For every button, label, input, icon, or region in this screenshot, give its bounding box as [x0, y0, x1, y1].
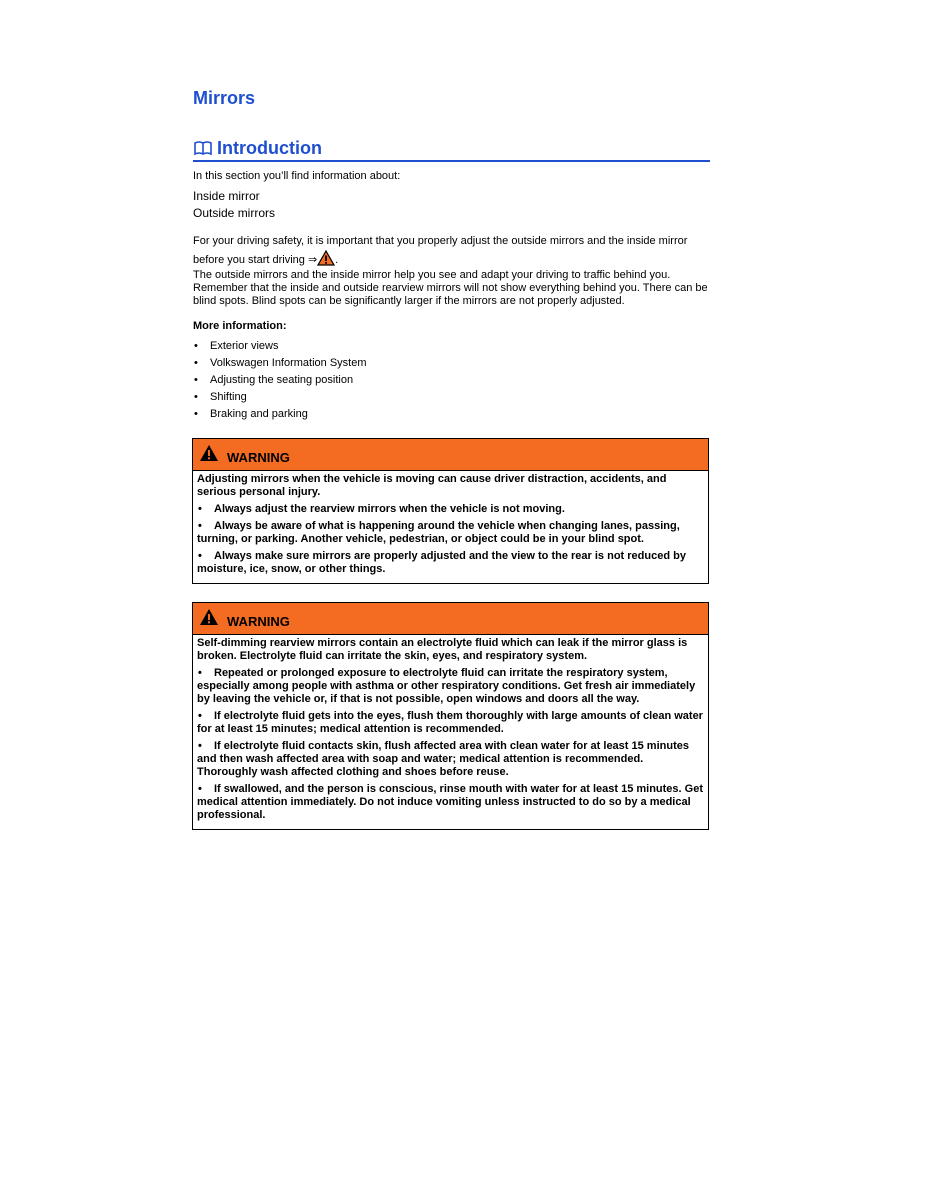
warning-header — [193, 603, 708, 635]
warning-bullet — [197, 783, 704, 822]
warning-bullet-text: If electrolyte fluid contacts skin, flush affected area with clean water for at least 15 minutes and then wash affected area with soap and water; medical attention is recommended. Thoroughly wash affected clothing and shoes before reuse. — [197, 740, 689, 778]
warning-label: WARNING — [227, 450, 290, 465]
warning-bullet — [197, 667, 704, 706]
topic-inside-mirror[interactable]: Inside mirror — [193, 189, 260, 203]
warning-bullet — [197, 503, 704, 516]
warning-bullet-text: Always adjust the rearview mirrors when the vehicle is not moving. — [214, 503, 565, 515]
warning-body — [193, 471, 708, 583]
warning-icon[interactable] — [317, 250, 335, 266]
topic-outside-mirrors[interactable]: Outside mirrors — [193, 206, 276, 220]
warning-lead: Self-dimming rearview mirrors contain an electrolyte fluid which can leak if the mirror glass is broken. Electrolyte fluid can irritate the skin, eyes, and respiratory system. — [197, 637, 688, 662]
warning-box-electrolyte — [192, 602, 709, 830]
safety-paragraph — [193, 232, 713, 269]
warning-bullet — [197, 520, 704, 546]
link-braking-parking[interactable]: • Braking and parking — [193, 407, 367, 424]
warning-bullet — [197, 740, 704, 779]
warning-header — [193, 439, 708, 471]
page-title: Mirrors — [193, 88, 256, 108]
warning-triangle-icon — [199, 608, 219, 626]
warning-body — [193, 635, 708, 829]
more-info-heading: More information: — [193, 320, 287, 332]
warning-bullet-text: Always make sure mirrors are properly adjusted and the view to the rear is not reduced by moisture, ice, snow, or other things. — [197, 550, 686, 575]
book-icon — [193, 139, 213, 157]
warning-bullet-text: Always be aware of what is happening around the vehicle when changing lanes, passing, turning, or parking. Another vehicle, pedestrian, or object could be in your blind spot. — [197, 520, 680, 545]
warning-lead: Adjusting mirrors when the vehicle is moving can cause driver distraction, accidents, and serious personal injury. — [197, 473, 667, 498]
blind-spot-paragraph: The outside mirrors and the inside mirror help you see and adapt your driving to traffic behind you. Remember that the inside and outside rearview mirrors will not show everything behind you. There can be blind spots. Blind spots can be significantly larger if the mirrors are not properly adjusted. — [193, 269, 708, 307]
intro-text: In this section you’ll find information about: — [193, 170, 401, 182]
warning-bullet-text: Repeated or prolonged exposure to electrolyte fluid can irritate the respiratory system, especially among people with asthma or other respiratory conditions. Get fresh air immediately by leaving the vehicle or, if that is not possible, open windows and doors all the way. — [197, 667, 696, 705]
link-shifting[interactable]: • Shifting — [193, 390, 367, 407]
link-information-system[interactable]: • Volkswagen Information System — [193, 356, 367, 373]
warning-triangle-icon — [199, 444, 219, 462]
section-heading — [193, 136, 710, 162]
safety-paragraph-text: For your driving safety, it is important that you properly adjust the outside mirrors and the inside mirror before you start driving ⇒ — [193, 235, 688, 266]
link-exterior-views[interactable]: • Exterior views — [193, 339, 367, 356]
warning-label: WARNING — [227, 614, 290, 629]
warning-bullet — [197, 550, 704, 576]
warning-bullet — [197, 710, 704, 736]
warning-bullet-text: If swallowed, and the person is conscious, rinse mouth with water for at least 15 minutes. Get medical attention immediately. Do not induce vomiting unless instructed to do so by a medical professional. — [197, 783, 703, 821]
warning-bullet-text: If electrolyte fluid gets into the eyes, flush them thoroughly with large amounts of clean water for at least 15 minutes; medical attention is recommended. — [197, 710, 703, 735]
safety-paragraph-end: . — [335, 254, 339, 266]
more-info-list — [193, 339, 367, 424]
warning-box-adjusting — [192, 438, 709, 584]
link-seating-position[interactable]: • Adjusting the seating position — [193, 373, 367, 390]
section-title: Introduction — [217, 138, 322, 158]
